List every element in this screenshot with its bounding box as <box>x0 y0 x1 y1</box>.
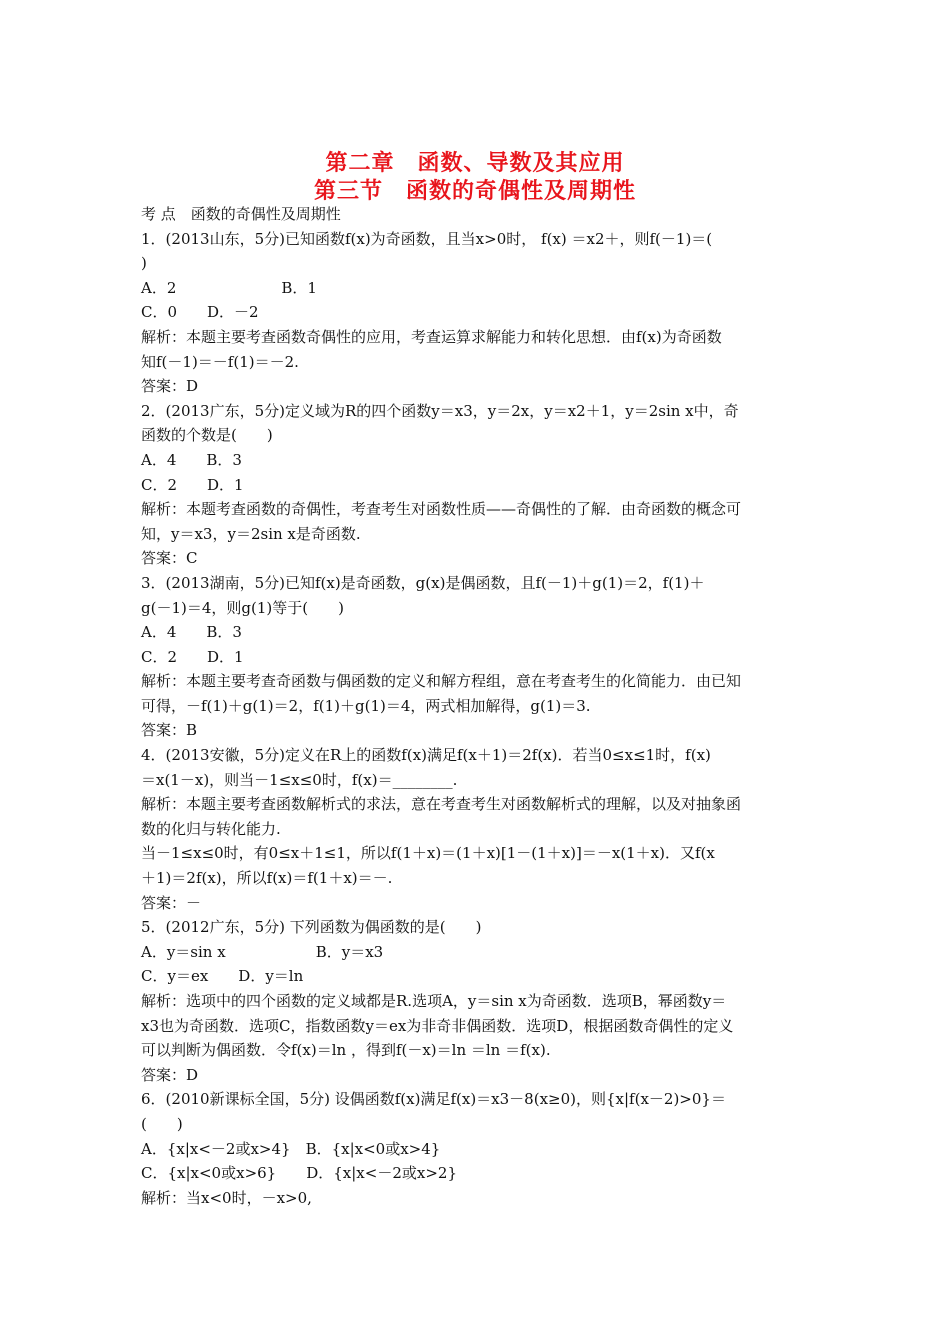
text-line: ( ) <box>141 1114 183 1133</box>
text-line: A．4 B．3 <box>141 623 242 642</box>
text-line: 答案：－ <box>141 893 202 912</box>
text-line: C．y＝ex D．y＝ln <box>141 967 304 986</box>
text-line: 解析：本题主要考查函数奇偶性的应用，考查运算求解能力和转化思想．由f(x)为奇函数 <box>141 327 722 346</box>
text-line: 知，y＝x3，y＝2sin x是奇函数. <box>141 524 361 543</box>
text-line: 当－1≤x≤0时，有0≤x＋1≤1，所以f(1＋x)＝(1＋x)[1－(1＋x)]＝－x(1＋x)．又f(x <box>141 844 715 863</box>
text-line: C．{x|x<0或x>6} D．{x|x<－2或x>2} <box>141 1164 457 1183</box>
text-line: 数的化归与转化能力. <box>141 819 281 838</box>
text-line: ) <box>141 254 147 273</box>
text-line: C．2 D．1 <box>141 475 244 494</box>
text-line: 1．(2013山东，5分)已知函数f(x)为奇函数，且当x>0时， f(x) ＝x2＋，则f(－1)＝( <box>141 229 713 248</box>
text-line: A．y＝sin x B．y＝x3 <box>141 942 384 961</box>
text-line: A．4 B．3 <box>141 450 242 469</box>
text-line: C．2 D．1 <box>141 647 244 666</box>
text-line: 知f(－1)＝－f(1)＝－2. <box>141 352 299 371</box>
text-line: 解析：本题考查函数的奇偶性，考查考生对函数性质——奇偶性的了解．由奇函数的概念可 <box>141 500 742 519</box>
text-line: ＋1)＝2f(x)，所以f(x)＝f(1＋x)＝－. <box>141 869 393 888</box>
text-line: x3也为奇函数．选项C，指数函数y＝ex为非奇非偶函数．选项D，根据函数奇偶性的定义 <box>141 1016 734 1035</box>
text-line: 解析：本题主要考查奇函数与偶函数的定义和解方程组，意在考查考生的化简能力．由已知 <box>141 672 742 691</box>
text-line: 答案：D <box>141 1065 199 1084</box>
text-line: 解析：选项中的四个函数的定义域都是R.选项A，y＝sin x为奇函数．选项B，幂函数y＝ <box>141 992 727 1010</box>
text-line: 4．(2013安徽，5分)定义在R上的函数f(x)满足f(x＋1)＝2f(x)．若当0≤x≤1时，f(x) <box>141 746 711 765</box>
text-line: 解析：本题主要考查函数解析式的求法，意在考查考生对函数解析式的理解，以及对抽象函 <box>141 795 742 814</box>
text-line: 答案：D <box>141 377 199 396</box>
text-line: g(－1)＝4，则g(1)等于( ) <box>141 598 344 617</box>
text-line: 解析：当x<0时，－x>0, <box>141 1188 312 1207</box>
document-body <box>141 202 813 1210</box>
text-line: A．{x|x<－2或x>4} B．{x|x<0或x>4} <box>141 1139 441 1158</box>
text-line: 2．(2013广东，5分)定义域为R的四个函数y＝x3，y＝2x，y＝x2＋1，y＝2sin x中，奇 <box>141 401 739 420</box>
text-line: 可以判断为偶函数．令f(x)＝ln ，得到f(－x)＝ln ＝ln ＝f(x). <box>141 1041 551 1060</box>
text-line: 函数的个数是( ) <box>141 426 273 445</box>
text-line: 答案：C <box>141 549 198 568</box>
text-line: ＝x(1－x)，则当－1≤x≤0时，f(x)＝________. <box>141 770 458 789</box>
text-line: 5．(2012广东，5分) 下列函数为偶函数的是( ) <box>141 918 482 937</box>
text-line: 6．(2010新课标全国，5分) 设偶函数f(x)满足f(x)＝x3－8(x≥0)，则{x|f(x－2)>0}＝ <box>141 1090 726 1109</box>
text-line: C．0 D．－2 <box>141 303 259 322</box>
text-line: 考 点 函数的奇偶性及周期性 <box>141 205 341 223</box>
text-line: 答案：B <box>141 721 198 740</box>
text-line: 3．(2013湖南，5分)已知f(x)是奇函数，g(x)是偶函数，且f(－1)＋g(1)＝2，f(1)＋ <box>141 573 705 592</box>
section-title: 第三节 函数的奇偶性及周期性 <box>313 179 636 204</box>
text-line: 可得，－f(1)＋g(1)＝2，f(1)＋g(1)＝4，两式相加解得，g(1)＝3. <box>141 696 591 715</box>
chapter-title: 第二章 函数、导数及其应用 <box>325 151 625 176</box>
text-line: A．2 B．1 <box>141 278 317 297</box>
